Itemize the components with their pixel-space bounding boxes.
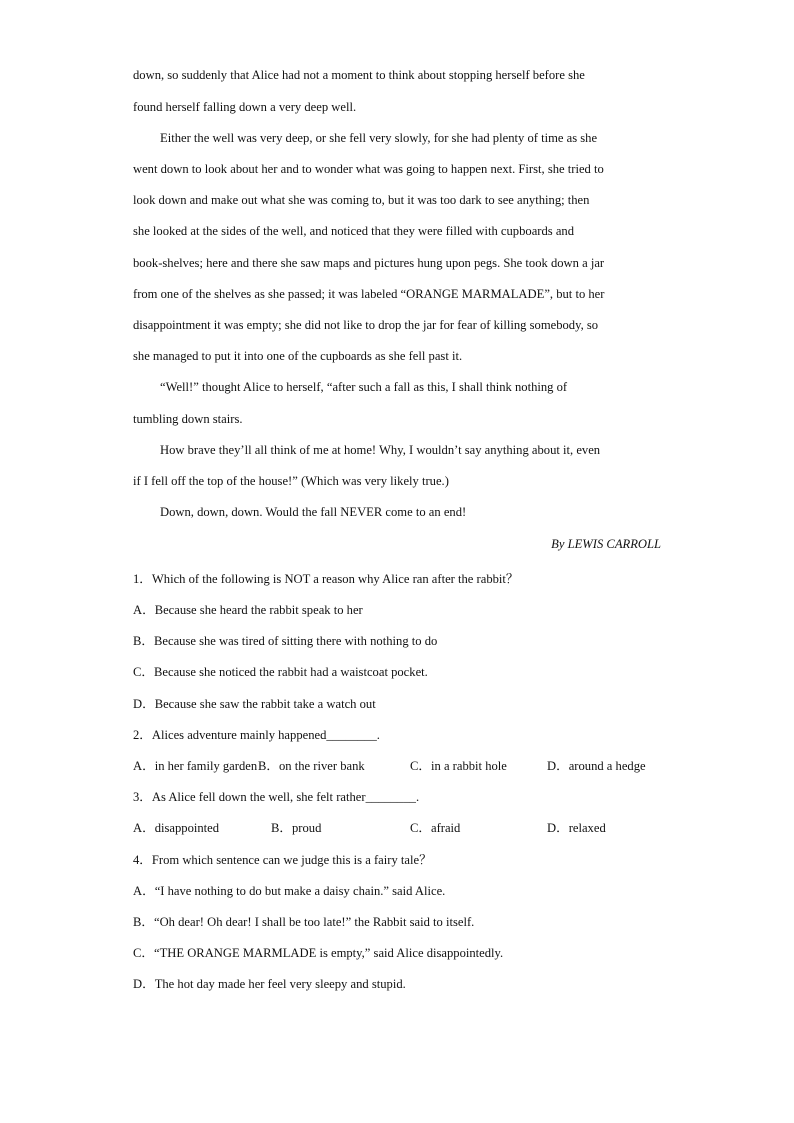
author-byline: By LEWIS CARROLL <box>551 537 661 551</box>
passage-line: look down and make out what she was coming to, but it was too dark to see anything; then <box>133 193 590 207</box>
answer-option: B．on the river bank <box>258 759 365 773</box>
passage-line: Either the well was very deep, or she fell very slowly, for she had plenty of time as she <box>160 131 598 145</box>
passage-line: she managed to put it into one of the cupboards as she fell past it. <box>133 349 463 363</box>
answer-option: B．proud <box>271 821 322 835</box>
passage-line: if I fell off the top of the house!” (Which was very likely true.) <box>133 474 449 488</box>
question-stem: 1．Which of the following is NOT a reason why Alice ran after the rabbit？ <box>133 572 519 586</box>
answer-option: D．around a hedge <box>547 759 646 773</box>
answer-option: A．Because she heard the rabbit speak to her <box>133 603 363 617</box>
passage-line: Down, down, down. Would the fall NEVER come to an end! <box>160 505 467 519</box>
passage-line: down, so suddenly that Alice had not a moment to think about stopping herself before she <box>133 68 585 82</box>
answer-option: B．“Oh dear! Oh dear! I shall be too late!” the Rabbit said to itself. <box>133 915 475 929</box>
passage-line: she looked at the sides of the well, and noticed that they were filled with cupboards and <box>133 224 575 238</box>
passage-line: disappointment it was empty; she did not like to drop the jar for fear of killing somebody, so <box>133 318 599 332</box>
answer-option: D．The hot day made her feel very sleepy and stupid. <box>133 977 406 991</box>
question-stem: 4．From which sentence can we judge this is a fairy tale？ <box>133 853 432 867</box>
question-stem: 2．Alices adventure mainly happened________. <box>133 728 380 742</box>
passage-line: tumbling down stairs. <box>133 412 243 426</box>
answer-option: B．Because she was tired of sitting there with nothing to do <box>133 634 438 648</box>
answer-option: A．disappointed <box>133 821 220 835</box>
passage-line: How brave they’ll all think of me at home! Why, I wouldn’t say anything about it, even <box>160 443 601 457</box>
answer-option: C．Because she noticed the rabbit had a waistcoat pocket. <box>133 665 428 679</box>
answer-option: C．afraid <box>410 821 461 835</box>
answer-option: C．“THE ORANGE MARMLADE is empty,” said Alice disappointedly. <box>133 946 504 960</box>
answer-option: D．Because she saw the rabbit take a watch out <box>133 697 376 711</box>
answer-option: A．“I have nothing to do but make a daisy chain.” said Alice. <box>133 884 446 898</box>
passage-line: from one of the shelves as she passed; it was labeled “ORANGE MARMALADE”, but to her <box>133 287 605 301</box>
passage-line: “Well!” thought Alice to herself, “after such a fall as this, I shall think nothing of <box>160 380 568 394</box>
answer-option: C．in a rabbit hole <box>410 759 507 773</box>
passage-line: book-shelves; here and there she saw maps and pictures hung upon pegs. She took down a jar <box>133 256 605 270</box>
answer-option: D．relaxed <box>547 821 606 835</box>
passage-line: went down to look about her and to wonder what was going to happen next. First, she tried to <box>133 162 604 176</box>
question-stem: 3．As Alice fell down the well, she felt rather________. <box>133 790 420 804</box>
passage-line: found herself falling down a very deep well. <box>133 100 357 114</box>
answer-option: A．in her family garden <box>133 759 258 773</box>
